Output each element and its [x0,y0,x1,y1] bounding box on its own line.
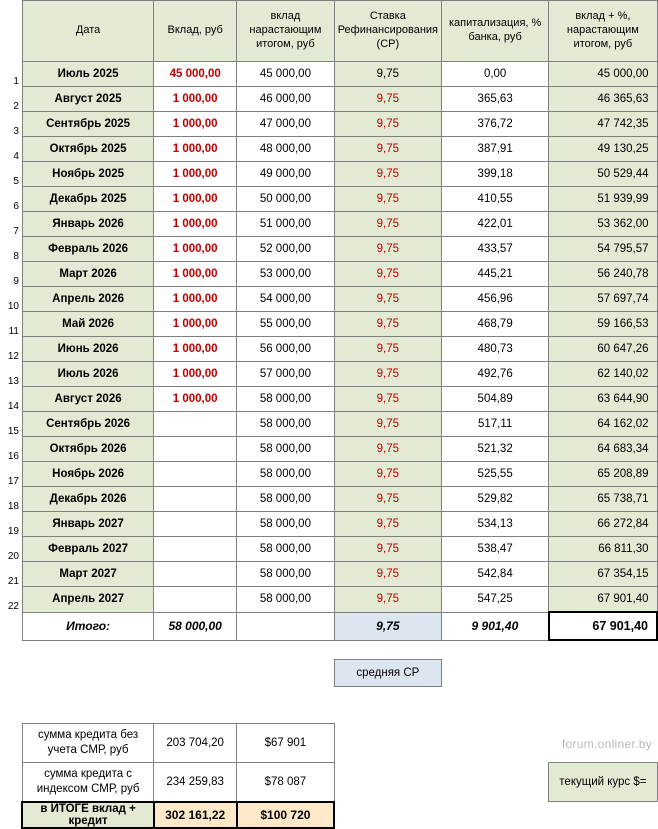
row-number: 5 [0,162,22,187]
cell-date[interactable]: Июль 2026 [22,362,153,387]
cell-date[interactable]: Март 2026 [22,262,153,287]
cell-date[interactable]: Апрель 2027 [22,587,153,613]
cell-vklad-plus[interactable]: 56 240,78 [549,262,657,287]
cell-date[interactable]: Сентябрь 2026 [22,412,153,437]
spacer-cell [0,723,22,762]
cell-vklad[interactable] [154,487,237,512]
cell-kapitalizaciya[interactable]: 445,21 [442,262,549,287]
cell-date[interactable]: Июль 2025 [22,62,153,87]
cell-vklad[interactable] [154,512,237,537]
cell-kapitalizaciya[interactable]: 376,72 [442,112,549,137]
cell-vklad-plus[interactable]: 66 811,30 [549,537,657,562]
credit-with-smr-usd[interactable]: $78 087 [237,762,335,802]
cell-vklad[interactable]: 1 000,00 [154,312,237,337]
row-number: 1 [0,62,22,87]
cell-vklad[interactable]: 1 000,00 [154,87,237,112]
spacer-cell [154,659,237,686]
cell-kapitalizaciya[interactable]: 492,76 [442,362,549,387]
cell-vklad-plus[interactable]: 47 742,35 [549,112,657,137]
spacer-row [0,686,657,705]
cell-kapitalizaciya[interactable]: 529,82 [442,487,549,512]
table-row [0,287,657,312]
cell-date[interactable]: Ноябрь 2026 [22,462,153,487]
cell-kapitalizaciya[interactable]: 387,91 [442,137,549,162]
cell-narast[interactable]: 52 000,00 [237,237,335,262]
cell-vklad[interactable]: 1 000,00 [154,112,237,137]
cell-kapitalizaciya[interactable]: 422,01 [442,212,549,237]
cell-stavka[interactable]: 9,75 [334,262,441,287]
table-row [0,337,657,362]
spacer-cell [154,640,237,659]
cell-date[interactable]: Февраль 2027 [22,537,153,562]
cell-kapitalizaciya[interactable]: 542,84 [442,562,549,587]
cell-vklad[interactable]: 45 000,00 [154,62,237,87]
row-number: 20 [0,537,22,562]
cell-kapitalizaciya[interactable]: 521,32 [442,437,549,462]
rownum-corner [0,1,22,62]
header-stavka-refinansirovaniya: Ставка Рефинансирования (СР) [334,1,441,62]
cell-vklad[interactable]: 1 000,00 [154,387,237,412]
cell-date[interactable]: Октябрь 2026 [22,437,153,462]
table-row [0,162,657,187]
spacer-cell [442,802,549,828]
row-number: 6 [0,187,22,212]
cell-stavka[interactable]: 9,75 [334,437,441,462]
cell-stavka[interactable]: 9,75 [334,237,441,262]
spacer-cell [442,723,549,762]
spacer-cell [154,686,237,705]
cell-kapitalizaciya[interactable]: 0,00 [442,62,549,87]
cell-vklad-plus[interactable]: 63 644,90 [549,387,657,412]
cell-vklad-plus[interactable]: 64 683,34 [549,437,657,462]
cell-vklad[interactable] [154,412,237,437]
cell-kapitalizaciya[interactable]: 399,18 [442,162,549,187]
cell-narast[interactable]: 47 000,00 [237,112,335,137]
cell-vklad[interactable] [154,437,237,462]
cell-stavka[interactable]: 9,75 [334,337,441,362]
cell-vklad[interactable] [154,462,237,487]
header-date: Дата [22,1,153,62]
table-row [0,412,657,437]
cell-kapitalizaciya[interactable]: 456,96 [442,287,549,312]
spacer-cell [334,723,441,762]
cell-kapitalizaciya[interactable]: 538,47 [442,537,549,562]
cell-vklad[interactable] [154,562,237,587]
row-number: 18 [0,487,22,512]
table-row [0,112,657,137]
cell-narast[interactable]: 58 000,00 [237,462,335,487]
cell-date[interactable]: Январь 2026 [22,212,153,237]
cell-vklad-plus[interactable]: 59 166,53 [549,312,657,337]
credit-row-with-smr [0,762,657,802]
cell-narast[interactable]: 54 000,00 [237,287,335,312]
spacer-cell [237,705,335,724]
spacer-cell [22,705,153,724]
cell-date[interactable]: Декабрь 2025 [22,187,153,212]
cell-vklad-plus[interactable]: 67 354,15 [549,562,657,587]
totals-label: Итого: [22,612,153,640]
table-row [0,387,657,412]
cell-date[interactable]: Июнь 2026 [22,337,153,362]
cell-stavka[interactable]: 9,75 [334,137,441,162]
cell-narast[interactable]: 58 000,00 [237,387,335,412]
cell-stavka[interactable]: 9,75 [334,487,441,512]
row-number: 17 [0,462,22,487]
credit-row-without-smr [0,723,657,762]
header-vklad-narastayushchim: вклад нарастающим итогом, руб [237,1,335,62]
credit-with-smr-label: сумма кредита с индексом СМР, руб [22,762,153,802]
cell-narast[interactable]: 45 000,00 [237,62,335,87]
cell-vklad[interactable]: 1 000,00 [154,237,237,262]
spacer-cell [442,640,549,659]
cell-date[interactable]: Май 2026 [22,312,153,337]
cell-narast[interactable]: 58 000,00 [237,512,335,537]
table-row [0,212,657,237]
average-sr-note: средняя СР [334,659,441,686]
totals-narast[interactable] [237,612,335,640]
cell-stavka[interactable]: 9,75 [334,562,441,587]
row-number: 4 [0,137,22,162]
spacer-cell [0,705,22,724]
row-number-empty [0,612,22,640]
spacer-cell [22,686,153,705]
cell-vklad[interactable]: 1 000,00 [154,187,237,212]
cell-vklad[interactable]: 1 000,00 [154,262,237,287]
spacer-cell [549,659,657,686]
cell-stavka[interactable]: 9,75 [334,212,441,237]
row-number: 10 [0,287,22,312]
cell-vklad-plus[interactable]: 65 738,71 [549,487,657,512]
credit-without-smr-rub[interactable]: 203 704,20 [154,723,237,762]
table-row [0,187,657,212]
grand-total-rub[interactable]: 302 161,22 [154,802,237,828]
row-number: 14 [0,387,22,412]
cell-date[interactable]: Март 2027 [22,562,153,587]
cell-stavka[interactable]: 9,75 [334,512,441,537]
cell-date[interactable]: Декабрь 2026 [22,487,153,512]
spacer-cell [334,705,441,724]
spacer-cell [0,659,22,686]
cell-date[interactable]: Ноябрь 2025 [22,162,153,187]
cell-narast[interactable]: 50 000,00 [237,187,335,212]
cell-date[interactable]: Октябрь 2025 [22,137,153,162]
spacer-cell [334,802,441,828]
table-row [0,137,657,162]
table-row [0,237,657,262]
cell-kapitalizaciya[interactable]: 547,25 [442,587,549,613]
cell-kapitalizaciya[interactable]: 468,79 [442,312,549,337]
cell-kapitalizaciya[interactable]: 517,11 [442,412,549,437]
table-row [0,262,657,287]
cell-stavka[interactable]: 9,75 [334,62,441,87]
cell-vklad-plus[interactable]: 60 647,26 [549,337,657,362]
row-number: 13 [0,362,22,387]
cell-stavka[interactable]: 9,75 [334,312,441,337]
cell-narast[interactable]: 55 000,00 [237,312,335,337]
cell-date[interactable]: Январь 2027 [22,512,153,537]
spacer-cell [442,659,549,686]
cell-kapitalizaciya[interactable]: 534,13 [442,512,549,537]
row-number: 3 [0,112,22,137]
header-vklad-plus-procenty: вклад + %, нарастающим итогом, руб [549,1,657,62]
cell-kapitalizaciya[interactable]: 480,73 [442,337,549,362]
row-number: 21 [0,562,22,587]
spacer-row [0,705,657,724]
cell-narast[interactable]: 58 000,00 [237,437,335,462]
row-number: 8 [0,237,22,262]
cell-narast[interactable]: 58 000,00 [237,537,335,562]
cell-vklad[interactable]: 1 000,00 [154,137,237,162]
cell-stavka[interactable]: 9,75 [334,87,441,112]
cell-vklad-plus[interactable]: 51 939,99 [549,187,657,212]
header-kapitalizaciya: капитализация, % банка, руб [442,1,549,62]
cell-vklad-plus[interactable]: 54 795,57 [549,237,657,262]
spacer-cell [22,659,153,686]
table-row [0,587,657,613]
cell-kapitalizaciya[interactable]: 433,57 [442,237,549,262]
spacer-cell [442,686,549,705]
average-sr-row [0,659,657,686]
cell-narast[interactable]: 48 000,00 [237,137,335,162]
cell-kapitalizaciya[interactable]: 525,55 [442,462,549,487]
spacer-cell [154,705,237,724]
table-row [0,62,657,87]
table-row [0,562,657,587]
spacer-cell [549,802,657,828]
cell-vklad[interactable]: 1 000,00 [154,212,237,237]
cell-date[interactable]: Сентябрь 2025 [22,112,153,137]
cell-vklad-plus[interactable]: 66 272,84 [549,512,657,537]
row-number: 15 [0,412,22,437]
spacer-cell [549,705,657,724]
cell-vklad-plus[interactable]: 45 000,00 [549,62,657,87]
table-row [0,437,657,462]
spacer-row [0,640,657,659]
cell-stavka[interactable]: 9,75 [334,537,441,562]
spacer-cell [0,802,22,828]
cell-narast[interactable]: 53 000,00 [237,262,335,287]
spacer-cell [0,762,22,802]
current-rate-label: текущий курс $= [549,762,657,802]
cell-date[interactable]: Февраль 2026 [22,237,153,262]
table-row [0,487,657,512]
cell-vklad-plus[interactable]: 46 365,63 [549,87,657,112]
spacer-cell [549,640,657,659]
cell-stavka[interactable]: 9,75 [334,162,441,187]
cell-vklad[interactable] [154,587,237,613]
cell-vklad-plus[interactable]: 53 362,00 [549,212,657,237]
grand-total-label: в ИТОГЕ вклад + кредит [22,802,153,828]
cell-stavka[interactable]: 9,75 [334,112,441,137]
cell-vklad[interactable] [154,537,237,562]
credit-without-smr-usd[interactable]: $67 901 [237,723,335,762]
cell-stavka[interactable]: 9,75 [334,287,441,312]
spacer-cell [237,659,335,686]
table-row [0,87,657,112]
cell-narast[interactable]: 51 000,00 [237,212,335,237]
cell-narast[interactable]: 57 000,00 [237,362,335,387]
totals-row [0,612,657,640]
cell-narast[interactable]: 49 000,00 [237,162,335,187]
spacer-cell [549,686,657,705]
cell-narast[interactable]: 58 000,00 [237,562,335,587]
credit-without-smr-label: сумма кредита без учета СМР, руб [22,723,153,762]
cell-vklad-plus[interactable]: 65 208,89 [549,462,657,487]
watermark: forum.onliner.by [561,737,652,751]
cell-narast[interactable]: 56 000,00 [237,337,335,362]
cell-stavka[interactable]: 9,75 [334,412,441,437]
row-number: 9 [0,262,22,287]
row-number: 22 [0,587,22,613]
spacer-cell [442,762,549,802]
table-row [0,312,657,337]
row-number: 7 [0,212,22,237]
cell-narast[interactable]: 58 000,00 [237,412,335,437]
table-header-row [0,1,657,62]
cell-vklad-plus[interactable]: 57 697,74 [549,287,657,312]
spacer-cell [237,686,335,705]
row-number: 12 [0,337,22,362]
cell-date[interactable]: Август 2026 [22,387,153,412]
cell-narast[interactable]: 58 000,00 [237,487,335,512]
cell-vklad-plus[interactable]: 49 130,25 [549,137,657,162]
totals-stavka[interactable]: 9,75 [334,612,441,640]
cell-narast[interactable]: 46 000,00 [237,87,335,112]
totals-vklad[interactable]: 58 000,00 [154,612,237,640]
cell-vklad[interactable]: 1 000,00 [154,287,237,312]
cell-vklad-plus[interactable]: 64 162,02 [549,412,657,437]
row-number: 2 [0,87,22,112]
cell-stavka[interactable]: 9,75 [334,462,441,487]
cell-stavka[interactable]: 9,75 [334,587,441,613]
cell-vklad-plus[interactable]: 67 901,40 [549,587,657,613]
table-row [0,362,657,387]
table-row [0,537,657,562]
cell-narast[interactable]: 58 000,00 [237,587,335,613]
cell-kapitalizaciya[interactable]: 410,55 [442,187,549,212]
spacer-cell [334,640,441,659]
spacer-cell [237,640,335,659]
table-row [0,462,657,487]
cell-vklad-plus[interactable]: 62 140,02 [549,362,657,387]
cell-stavka[interactable]: 9,75 [334,362,441,387]
cell-vklad[interactable]: 1 000,00 [154,162,237,187]
row-number: 19 [0,512,22,537]
spacer-cell [0,686,22,705]
cell-vklad-plus[interactable]: 50 529,44 [549,162,657,187]
row-number: 16 [0,437,22,462]
row-number: 11 [0,312,22,337]
totals-vklad-plus[interactable]: 67 901,40 [549,612,657,640]
spacer-cell [334,762,441,802]
cell-stavka[interactable]: 9,75 [334,387,441,412]
spacer-cell [0,640,22,659]
cell-stavka[interactable]: 9,75 [334,187,441,212]
totals-kapitalizaciya[interactable]: 9 901,40 [442,612,549,640]
cell-kapitalizaciya[interactable]: 365,63 [442,87,549,112]
spacer-cell [334,686,441,705]
spacer-cell [442,705,549,724]
table-row [0,512,657,537]
credit-with-smr-rub[interactable]: 234 259,83 [154,762,237,802]
cell-date[interactable]: Август 2025 [22,87,153,112]
grand-total-usd[interactable]: $100 720 [237,802,335,828]
cell-vklad[interactable]: 1 000,00 [154,337,237,362]
spacer-cell [22,640,153,659]
cell-date[interactable]: Апрель 2026 [22,287,153,312]
header-vklad: Вклад, руб [154,1,237,62]
cell-kapitalizaciya[interactable]: 504,89 [442,387,549,412]
cell-vklad[interactable]: 1 000,00 [154,362,237,387]
grand-total-row [0,802,657,828]
